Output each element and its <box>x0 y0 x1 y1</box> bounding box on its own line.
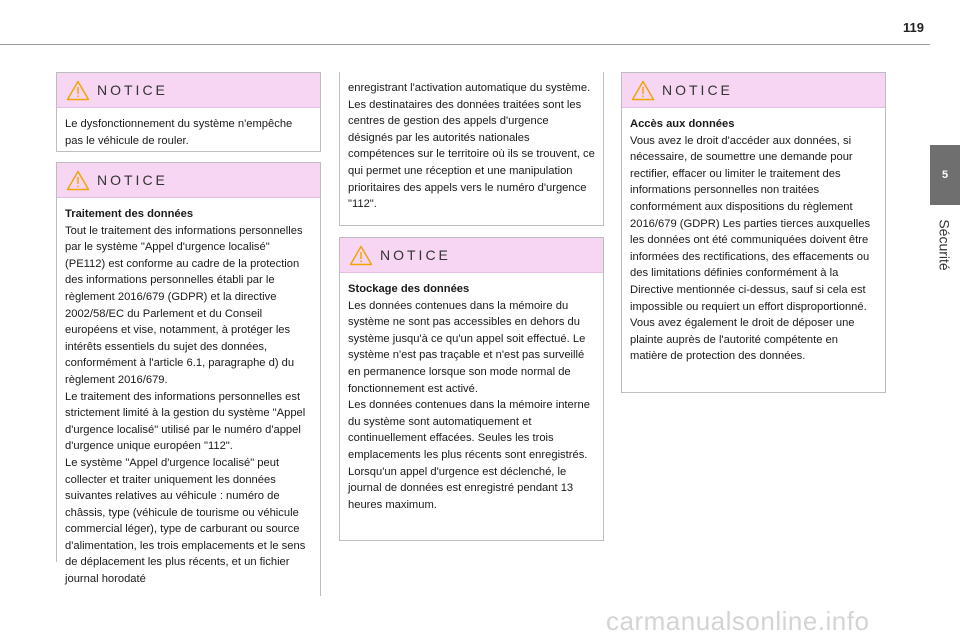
notice-box-1 <box>56 72 321 152</box>
notice-box-2 <box>56 162 321 586</box>
notice-title: NOTICE <box>97 172 168 188</box>
notice-body <box>57 198 320 596</box>
warning-icon <box>631 80 655 101</box>
warning-icon <box>66 170 90 191</box>
chapter-title-text: Sécurité <box>937 219 954 271</box>
notice-paragraph: Les données contenues dans la mémoire interne du système sont automatiquement et continuellement effacées. Seules les trois emplacements les plus récents sont enregistrés. <box>348 399 590 461</box>
watermark: carmanualsonline.info <box>606 606 870 636</box>
notice-subtitle: Traitement des données <box>65 208 194 220</box>
notice-paragraph: Le traitement des informations personnelles est strictement limité à la gestion du système "Appel d'urgence localisé" utilisé par le numéro d'appel d'urgence unique européen "112". <box>65 390 306 453</box>
warning-icon <box>66 80 90 101</box>
notice-title: NOTICE <box>662 82 733 98</box>
notice-header <box>340 238 603 273</box>
warning-icon <box>349 245 373 266</box>
notice-header <box>57 163 320 198</box>
notice-body <box>340 273 603 521</box>
notice-body <box>340 72 603 221</box>
notice-box-3 <box>339 237 604 541</box>
notice-paragraph: Vous avez le droit d'accéder aux données, si nécessaire, de soumettre une demande pour rectifier, effacer ou limiter le traitement des informations personnelles non traitées conformément aux dispositions du règlement 2016/679 (GDPR) Les parties tierces auxquelles les données ont été communiquées doivent être informées des rectifications, des effacements ou des limitations définies conformément à la Directive mentionnée ci-dessus, sauf si cela est impossible ou requiert un effort disproportionné. <box>630 134 871 313</box>
notice-header <box>622 73 885 108</box>
notice-paragraph: Les données contenues dans la mémoire du système ne sont pas accessibles en dehors du système jusqu'à ce qu'un appel soit effectué. Le système n'est pas traçable et n'est pas surveillé en permanence lorsque son mode normal de fonctionnement est activé. <box>348 299 586 395</box>
chapter-title <box>930 210 960 280</box>
notice-paragraph: enregistrant l'activation automatique du système. <box>348 82 591 94</box>
notice-subtitle: Accès aux données <box>630 118 735 130</box>
notice-continuation <box>339 72 604 226</box>
notice-text: Le dysfonctionnement du système n'empêche pas le véhicule de rouler. <box>65 118 293 147</box>
notice-paragraph: Vous avez également le droit de déposer une plainte auprès de l'autorité compétente en matière de protection des données. <box>630 317 855 363</box>
notice-paragraph: Tout le traitement des informations personnelles par le système "Appel d'urgence localisé" (PE112) est conforme au cadre de la protection des informations personnelles établi par le règlement 2016/679 (GDPR) et la directive 2002/58/EC du Parlement et du Conseil européens et vise, notamment, à protéger les intérêts essentiels du sujet des données, conformément à l'article 6.1, paragraphe d) du règlement 2016/679. <box>65 224 303 386</box>
notice-title: NOTICE <box>380 247 451 263</box>
notice-body <box>622 108 885 373</box>
column-rule <box>320 560 321 596</box>
top-divider <box>0 44 930 45</box>
notice-title: NOTICE <box>97 82 168 98</box>
notice-paragraph: Les destinataires des données traitées sont les centres de gestion des appels d'urgence désignés par les autorités nationales compétences sur le territoire où ils se trouvent, ce qui permet une réception et une manipulation prioritaires des appels vers le numéro d'urgence "112". <box>348 98 595 211</box>
notice-body <box>57 108 320 157</box>
notice-subtitle: Stockage des données <box>348 283 470 295</box>
notice-header <box>57 73 320 108</box>
notice-box-4 <box>621 72 886 393</box>
page-number: 119 <box>903 20 924 35</box>
notice-paragraph: Le système "Appel d'urgence localisé" peut collecter et traiter uniquement les données suivantes relatives au véhicule : numéro de châssis, type (véhicule de tourisme ou véhicule commercial léger), type de carburant ou source d'alimentation, les trois emplacements et le sens de déplacement les plus récents, et un fichier journal horodaté <box>65 456 306 586</box>
notice-paragraph: Lorsqu'un appel d'urgence est déclenché, le journal de données est enregistré pendant 13 heures maximum. <box>348 465 574 511</box>
chapter-tab[interactable]: 5 <box>930 145 960 205</box>
